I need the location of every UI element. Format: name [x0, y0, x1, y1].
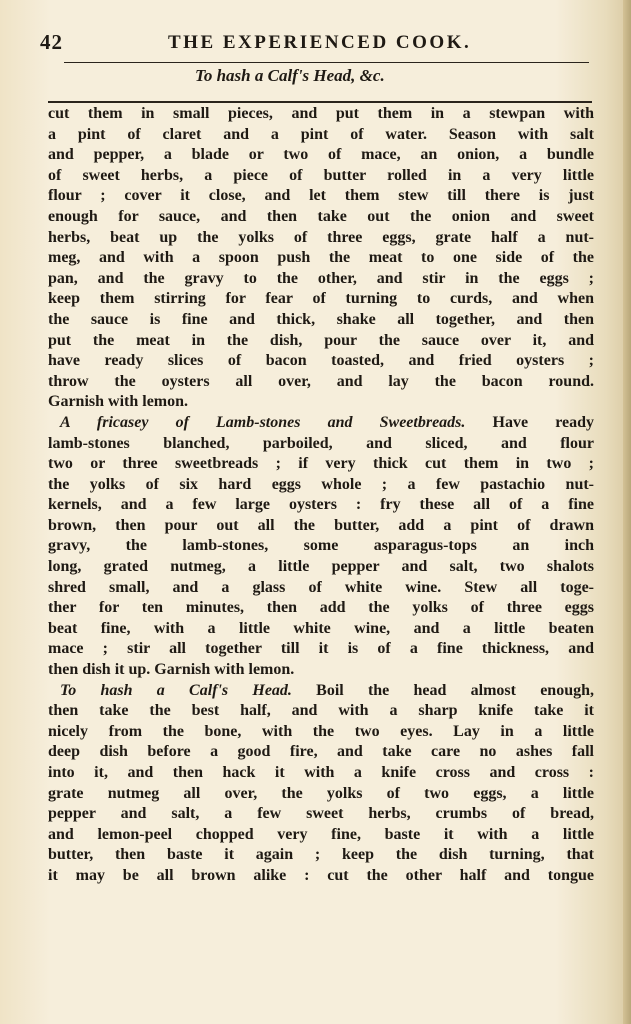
body-text — [48, 104, 594, 887]
text-line: two or three sweetbreads ; if very thick cut them in two ; — [48, 455, 594, 473]
text-line: gravy, the lamb-stones, some asparagus-tops an inch — [48, 537, 594, 555]
text-line: shred small, and a glass of white wine. Stew all toge- — [48, 578, 594, 596]
text-line: herbs, beat up the yolks of three eggs, grate half a nut- — [48, 228, 594, 246]
text-line: beat fine, with a little white wine, and a little beaten — [48, 619, 594, 637]
text-line: flour ; cover it close, and let them stew till there is just — [48, 187, 594, 205]
text-line: enough for sauce, and then take out the onion and sweet — [48, 207, 594, 225]
recipe-first-line — [48, 413, 594, 434]
text-line: brown, then pour out all the butter, add a pint of drawn — [48, 516, 594, 534]
text-line: kernels, and a few large oysters : fry these all of a fine — [48, 496, 594, 514]
page-header — [40, 30, 600, 58]
text-line: butter, then baste it again ; keep the dish turning, that — [48, 846, 594, 864]
text-line: a pint of claret and a pint of water. Season with salt — [48, 125, 594, 143]
text-line: and lemon-peel chopped very fine, baste it with a little — [48, 825, 594, 843]
page-edge — [623, 0, 631, 1024]
text-line: lamb-stones blanched, parboiled, and sliced, and flour — [48, 434, 594, 452]
text-line: Garnish with lemon. — [48, 393, 189, 411]
text-fragment: Have ready — [492, 413, 594, 431]
text-line: of sweet herbs, a piece of butter rolled in a very little — [48, 166, 594, 184]
text-line: keep them stirring for fear of turning to curds, and when — [48, 290, 594, 308]
text-line: the yolks of six hard eggs whole ; a few pastachio nut- — [48, 475, 594, 493]
text-line: it may be all brown alike : cut the other half and tongue — [48, 866, 594, 884]
text-line: pan, and the gravy to the other, and stir in the eggs ; — [48, 269, 594, 287]
text-line: put the meat in the dish, pour the sauce over it, and — [48, 331, 594, 349]
recipe-heading-calfs-head: To hash a Calf's Head. — [60, 681, 292, 699]
paragraph-calfs-head — [48, 681, 594, 887]
text-line: then take the best half, and with a sharp knife take it — [48, 702, 594, 720]
text-line: grate nutmeg all over, the yolks of two eggs, a little — [48, 784, 594, 802]
header-rule — [64, 62, 589, 63]
page-number: 42 — [40, 30, 63, 54]
recipe-heading-fricasey: A fricasey of Lamb-stones and Sweetbreads. — [60, 413, 466, 431]
paragraph-fricasey — [48, 413, 594, 681]
recipe-first-line — [48, 681, 594, 702]
subtitle-rule — [48, 101, 592, 103]
text-fragment: Boil the head almost enough, — [316, 681, 594, 699]
text-line: nicely from the bone, with the two eyes. Lay in a little — [48, 722, 594, 740]
text-line: mace ; stir all together till it is of a fine thickness, and — [48, 640, 594, 658]
text-line: the sauce is fine and thick, shake all together, and then — [48, 310, 594, 328]
text-line: deep dish before a good fire, and take care no ashes fall — [48, 743, 594, 761]
paragraph-hash-continued — [48, 104, 594, 413]
text-line: into it, and then hack it with a knife cross and cross : — [48, 764, 594, 781]
text-line: pepper and salt, a few sweet herbs, crumbs of bread, — [48, 805, 594, 823]
running-title: THE EXPERIENCED COOK. — [168, 32, 472, 53]
text-line: throw the oysters all over, and lay the bacon round. — [48, 372, 594, 390]
text-line: and pepper, a blade or two of mace, an onion, a bundle — [48, 146, 594, 164]
text-line: cut them in small pieces, and put them in a stewpan with — [48, 105, 594, 122]
text-line: ther for ten minutes, then add the yolks of three eggs — [48, 599, 594, 617]
section-subtitle: To hash a Calf's Head, &c. — [195, 66, 385, 85]
text-line: have ready slices of bacon toasted, and fried oysters ; — [48, 352, 594, 370]
text-line: meg, and with a spoon push the meat to one side of the — [48, 249, 594, 267]
text-line: long, grated nutmeg, a little pepper and salt, two shalots — [48, 558, 594, 576]
text-line: then dish it up. Garnish with lemon. — [48, 661, 295, 679]
